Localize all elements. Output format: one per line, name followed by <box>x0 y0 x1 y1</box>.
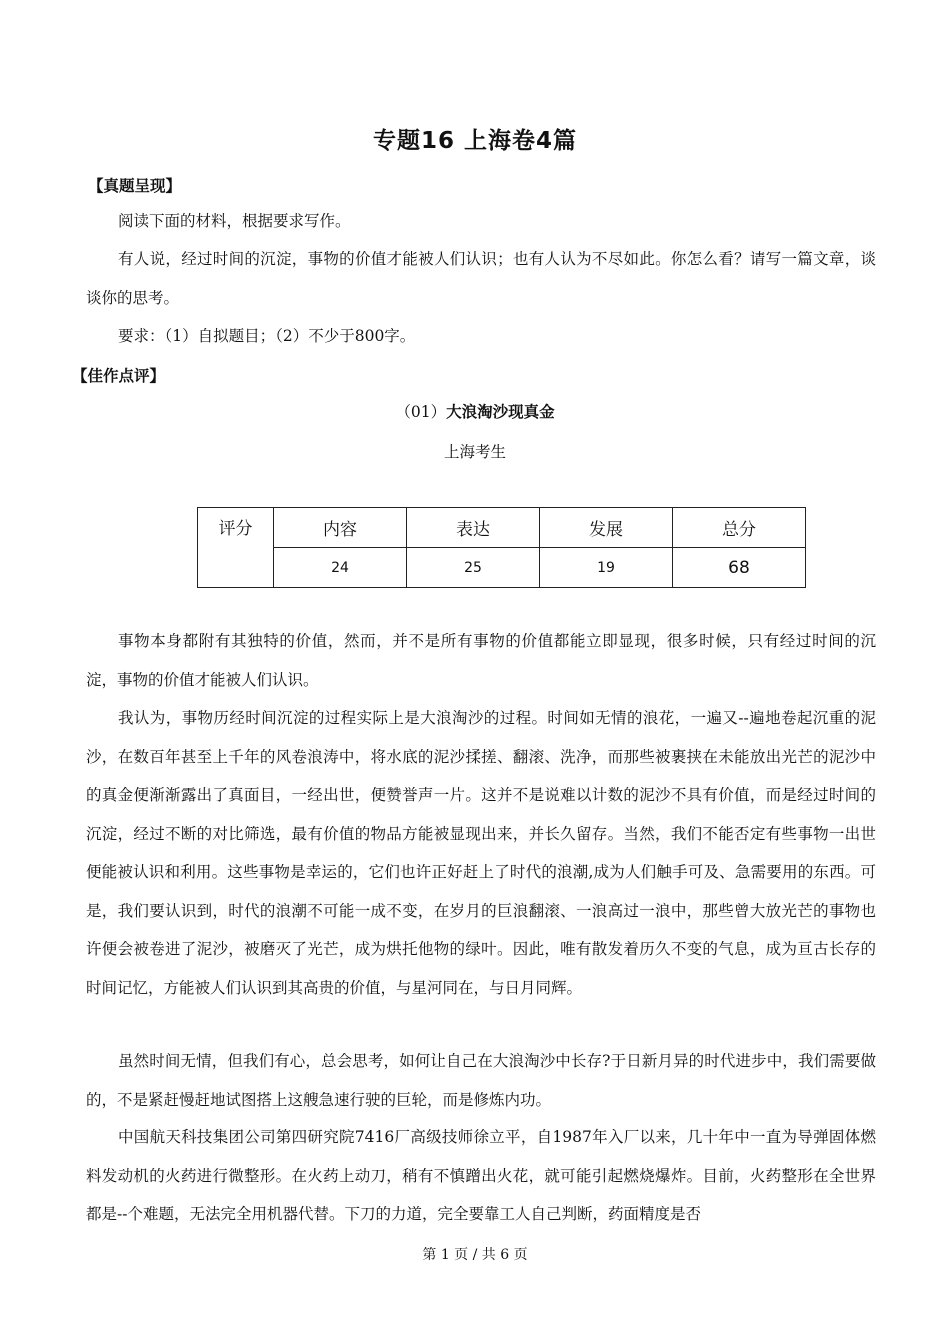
section-heading-essay-review: 【佳作点评】 <box>72 367 166 385</box>
score-value-development: 19 <box>540 548 673 588</box>
essay-number: （01） <box>395 403 447 421</box>
score-header-expression: 表达 <box>407 508 540 548</box>
page-footer: 第 1 页 / 共 6 页 <box>422 1247 528 1263</box>
essay-paragraph-4: 中国航天科技集团公司第四研究院7416厂高级技师徐立平，自1987年入厂以来，几十年中一直为导弹固体燃料发动机的火药进行微整形。在火药上动刀，稍有不慎蹭出火花，就可能引起燃烧爆炸。目前，火药整形在全世界都是--个难题，无法完全用机器代替。下刀的力道，完全要靠工人自己判断，药面精度是否 <box>86 1128 876 1223</box>
page-title: 专题16 上海卷4篇 <box>372 128 578 154</box>
essay-paragraph-1: 事物本身都附有其独特的价值，然而，并不是所有事物的价值都能立即显现，很多时候，只有经过时间的沉淀，事物的价值才能被人们认识。 <box>86 632 876 689</box>
score-header-development: 发展 <box>540 508 673 548</box>
essay-author: 上海考生 <box>443 443 506 461</box>
essay-title <box>0 400 950 422</box>
score-table <box>197 507 806 588</box>
essay-paragraph-2: 我认为，事物历经时间沉淀的过程实际上是大浪淘沙的过程。时间如无情的浪花，一遍又--遍地卷起沉重的泥沙，在数百年甚至上千年的风卷浪涛中，将水底的泥沙揉搓、翻滚、洗净，而那些被裹挟在未能放出光芒的泥沙中的真金便渐渐露出了真面目，一经出世，便赞誉声一片。这并不是说难以计数的泥沙不具有价值，而是经过时间的沉淀，经过不断的对比筛选，最有价值的物品方能被显现出来，并长久留存。当然，我们不能否定有些事物一出世便能被认识和利用。这些事物是幸运的，它们也许正好赶上了时代的浪潮,成为人们触手可及、急需要用的东西。可是，我们要认识到，时代的浪潮不可能一成不变，在岁月的巨浪翻滚、一浪高过一浪中，那些曾大放光芒的事物也许便会被卷进了泥沙，被磨灭了光芒，成为烘托他物的绿叶。因此，唯有散发着历久不变的气息，成为亘古长存的时间记忆，方能被人们认识到其高贵的价值，与星河同在，与日月同辉。 <box>86 709 876 997</box>
score-header-content: 内容 <box>274 508 407 548</box>
score-header-row <box>198 508 806 548</box>
score-value-total: 68 <box>673 548 806 588</box>
score-header-total: 总分 <box>673 508 806 548</box>
score-value-row <box>198 548 806 588</box>
prompt-requirement: 要求：（1）自拟题目；（2）不少于800字。 <box>118 327 416 345</box>
score-row-label: 评分 <box>198 508 274 588</box>
score-value-expression: 25 <box>407 548 540 588</box>
essay-paragraph-3: 虽然时间无情，但我们有心，总会思考，如何让自己在大浪淘沙中长存?于日新月异的时代进步中，我们需要做的，不是紧赶慢赶地试图搭上这艘急速行驶的巨轮，而是修炼内功。 <box>86 1052 876 1109</box>
prompt-intro: 阅读下面的材料，根据要求写作。 <box>118 212 351 230</box>
prompt-material: 有人说，经过时间的沉淀，事物的价值才能被人们认识；也有人认为不尽如此。你怎么看？请写一篇文章，谈谈你的思考。 <box>86 250 876 307</box>
score-value-content: 24 <box>274 548 407 588</box>
section-heading-real-question: 【真题呈现】 <box>88 177 182 195</box>
essay-title-text: 大浪淘沙现真金 <box>446 403 555 421</box>
